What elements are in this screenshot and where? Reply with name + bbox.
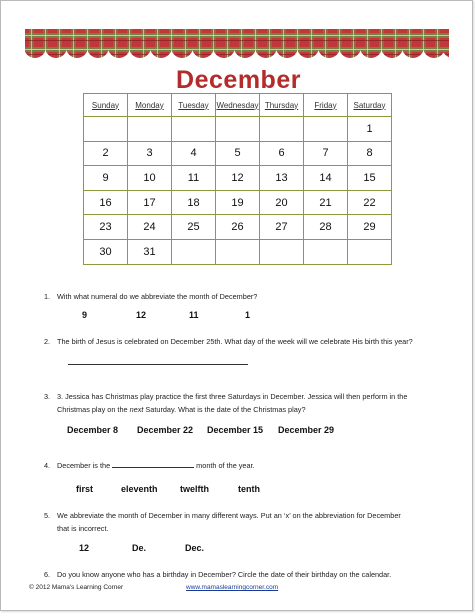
calendar-day-cell: 10 (128, 166, 172, 191)
calendar-week-row (84, 239, 392, 264)
answer-option[interactable]: December 15 (207, 425, 264, 435)
calendar-day-cell: 5 (216, 141, 260, 166)
calendar-week-row (84, 117, 392, 142)
question-text: 3. Jessica has Christmas play practice the first three Saturdays in December. Jessica will then perform in the (57, 392, 408, 401)
weekday-header: Monday (128, 94, 172, 117)
answer-option[interactable]: Dec. (185, 543, 205, 553)
december-calendar (83, 93, 392, 265)
question-5 (44, 509, 464, 537)
calendar-day-cell: 14 (304, 166, 348, 191)
website-link[interactable]: www.mamaslearningcorner.com (186, 584, 279, 591)
calendar-day-cell: 20 (260, 190, 304, 215)
question-number: 3. (44, 392, 51, 401)
calendar-day-cell: 22 (348, 190, 392, 215)
calendar-day-cell: 27 (260, 215, 304, 240)
calendar-day-cell (128, 117, 172, 142)
answer-option[interactable]: December 8 (67, 425, 119, 435)
answer-option[interactable]: tenth (238, 484, 260, 494)
question-number: 4. (44, 461, 51, 470)
italic-emphasis: next (129, 405, 144, 414)
calendar-day-cell: 17 (128, 190, 172, 215)
calendar-day-cell: 26 (216, 215, 260, 240)
calendar-day-cell (260, 239, 304, 264)
answer-line[interactable] (68, 364, 248, 365)
calendar-day-cell (172, 239, 216, 264)
question-number: 2. (44, 337, 51, 346)
weekday-header: Sunday (84, 94, 128, 117)
question-text: We abbreviate the month of December in many different ways. Put an ‘x’ on the abbreviation for December (57, 511, 401, 520)
question-text-line-2: that is incorrect. (57, 524, 109, 533)
question-number: 6. (44, 570, 51, 579)
month-title: December (176, 66, 301, 94)
calendar-day-cell (216, 117, 260, 142)
weekday-header: Friday (304, 94, 348, 117)
calendar-day-cell: 11 (172, 166, 216, 191)
weekday-header: Thursday (260, 94, 304, 117)
answer-option[interactable]: first (76, 484, 94, 494)
weekday-header-row (84, 94, 392, 117)
text-fragment: Saturday. What is the date of the Christmas play? (143, 405, 306, 414)
question-text (57, 459, 255, 472)
answer-option[interactable]: 12 (136, 310, 147, 320)
calendar-day-cell (172, 117, 216, 142)
calendar-day-cell: 8 (348, 141, 392, 166)
question-text: With what numeral do we abbreviate the month of December? (57, 292, 258, 301)
question-number: 1. (44, 292, 51, 301)
calendar-day-cell: 1 (348, 117, 392, 142)
plaid-banner-decoration (25, 29, 449, 61)
calendar-week-row (84, 166, 392, 191)
calendar-day-cell: 16 (84, 190, 128, 215)
calendar-day-cell: 18 (172, 190, 216, 215)
answer-option[interactable]: De. (132, 543, 147, 553)
calendar-day-cell: 15 (348, 166, 392, 191)
calendar-day-cell: 7 (304, 141, 348, 166)
fill-in-blank[interactable] (112, 459, 194, 468)
question-number: 5. (44, 511, 51, 520)
calendar-day-cell: 13 (260, 166, 304, 191)
text-fragment: Christmas play on the (57, 405, 130, 414)
calendar-day-cell: 2 (84, 141, 128, 166)
calendar-day-cell: 24 (128, 215, 172, 240)
calendar-day-cell (216, 239, 260, 264)
weekday-header: Wednesday (216, 94, 260, 117)
calendar-day-cell: 30 (84, 239, 128, 264)
calendar-day-cell: 28 (304, 215, 348, 240)
question-text: Do you know anyone who has a birthday in December? Circle the date of their birthday on the calendar. (57, 570, 392, 579)
calendar-week-row (84, 215, 392, 240)
answer-option[interactable]: eleventh (121, 484, 158, 494)
answer-option[interactable]: December 29 (278, 425, 335, 435)
calendar-day-cell: 12 (216, 166, 260, 191)
calendar-day-cell (260, 117, 304, 142)
question-text-line-2 (57, 403, 306, 416)
answer-option[interactable]: 1 (245, 310, 251, 320)
question-text: The birth of Jesus is celebrated on December 25th. What day of the week will we celebrate His birth this year? (57, 337, 413, 346)
calendar-week-row (84, 141, 392, 166)
answer-option[interactable]: December 22 (137, 425, 194, 435)
answer-option[interactable]: 9 (82, 310, 88, 320)
answer-option[interactable]: 11 (189, 310, 199, 320)
answer-option[interactable]: 12 (79, 543, 90, 553)
calendar-day-cell: 25 (172, 215, 216, 240)
calendar-week-row (84, 190, 392, 215)
text-fragment: December is the (57, 461, 113, 470)
calendar-day-cell: 4 (172, 141, 216, 166)
answer-option[interactable]: twelfth (180, 484, 209, 494)
weekday-header: Saturday (348, 94, 392, 117)
calendar-day-cell (304, 117, 348, 142)
question-3 (44, 390, 464, 420)
calendar-day-cell: 23 (84, 215, 128, 240)
copyright-footer: © 2012 Mama's Learning Corner (29, 584, 124, 591)
calendar-day-cell: 9 (84, 166, 128, 191)
calendar-day-cell (304, 239, 348, 264)
calendar-day-cell: 29 (348, 215, 392, 240)
calendar-day-cell: 31 (128, 239, 172, 264)
calendar-day-cell (84, 117, 128, 142)
calendar-day-cell: 19 (216, 190, 260, 215)
weekday-header: Tuesday (172, 94, 216, 117)
calendar-day-cell: 21 (304, 190, 348, 215)
calendar-day-cell: 6 (260, 141, 304, 166)
calendar-day-cell (348, 239, 392, 264)
text-fragment: month of the year. (194, 461, 255, 470)
calendar-day-cell: 3 (128, 141, 172, 166)
